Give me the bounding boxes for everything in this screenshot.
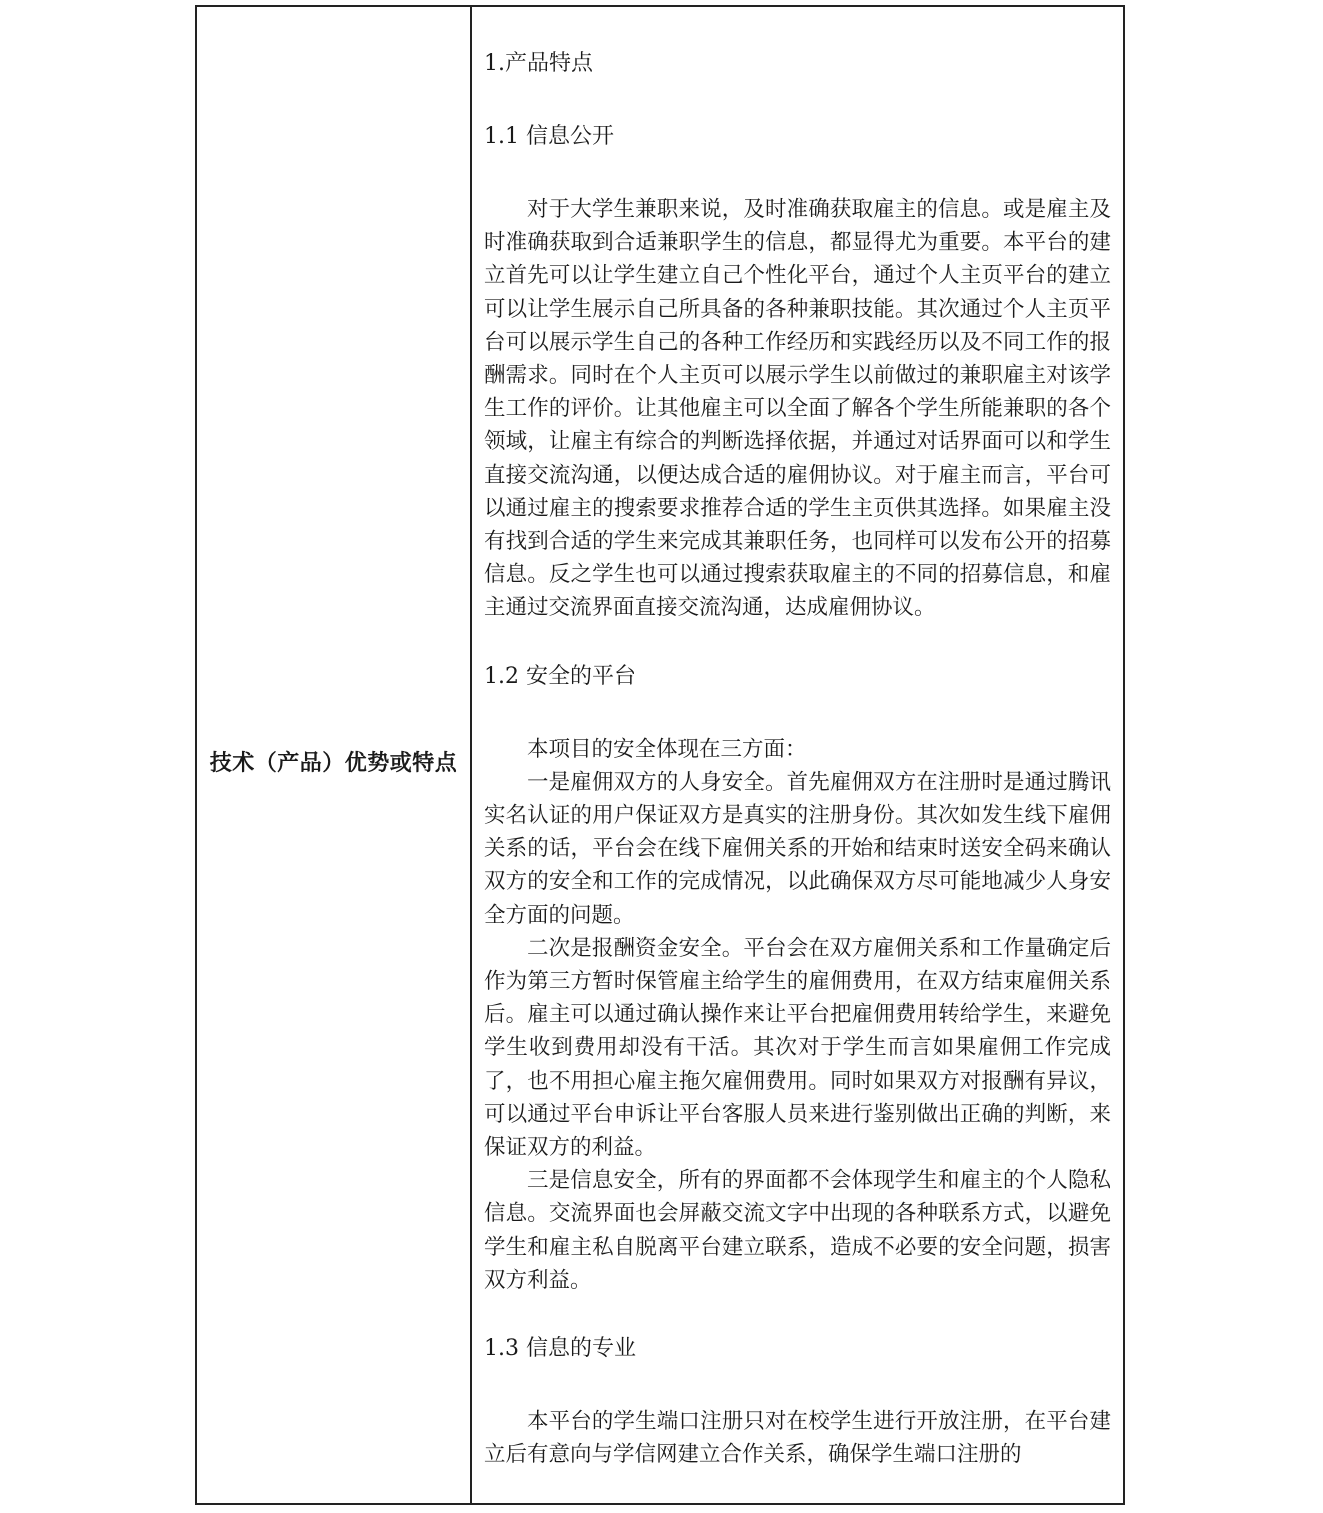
paragraph: 本项目的安全体现在三方面：	[527, 736, 807, 762]
paragraph: 一是雇佣双方的人身安全。首先雇佣双方在注册时是通过腾讯实名认证的用户保证双方是真实的注册身份。其次如发生线下雇佣关系的话，平台会在线下雇佣关系的开始和结束时送安全码来确认双方的安全和工作的完成情况，以此确保双方尽可能地减少人身安全方面的问题。	[484, 769, 1111, 928]
section-1-2-body	[484, 733, 1111, 1297]
paragraph: 三是信息安全，所有的界面都不会体现学生和雇主的个人隐私信息。交流界面也会屏蔽交流文字中出现的各种联系方式，以避免学生和雇主私自脱离平台建立联系，造成不必要的安全问题，损害双方利益。	[484, 1168, 1111, 1293]
section-heading-1-3: 1.3 信息的专业	[484, 1336, 636, 1362]
paragraph: 二次是报酬资金安全。平台会在双方雇佣关系和工作量确定后作为第三方暂时保管雇主给学生的雇佣费用，在双方结束雇佣关系后。雇主可以通过确认操作来让平台把雇佣费用转给学生，来避免学生收到费用却没有干活。其次对于学生而言如果雇佣工作完成了，也不用担心雇主拖欠雇佣费用。同时如果双方对报酬有异议，可以通过平台申诉让平台客服人员来进行鉴别做出正确的判断，来保证双方的利益。	[484, 935, 1111, 1161]
table-content-cell	[472, 7, 1123, 1503]
section-1-1-body	[484, 193, 1111, 625]
feature-table	[195, 5, 1125, 1505]
section-heading-1-1: 1.1 信息公开	[484, 124, 614, 149]
section-heading-1-2: 1.2 安全的平台	[484, 663, 636, 689]
table-label-cell	[197, 7, 472, 1503]
section-1-3-body	[484, 1405, 1111, 1471]
row-label: 技术（产品）优势或特点	[209, 750, 458, 776]
paragraph: 对于大学生兼职来说，及时准确获取雇主的信息。或是雇主及时准确获取到合适兼职学生的信息，都显得尤为重要。本平台的建立首先可以让学生建立自己个性化平台，通过个人主页平台的建立可以让学生展示自己所具备的各种兼职技能。其次通过个人主页平台可以展示学生自己的各种工作经历和实践经历以及不同工作的报酬需求。同时在个人主页可以展示学生以前做过的兼职雇主对该学生工作的评价。让其他雇主可以全面了解各个学生所能兼职的各个领域，让雇主有综合的判断选择依据，并通过对话界面可以和学生直接交流沟通，以便达成合适的雇佣协议。对于雇主而言，平台可以通过雇主的搜索要求推荐合适的学生主页供其选择。如果雇主没有找到合适的学生来完成其兼职任务，也同样可以发布公开的招募信息。反之学生也可以通过搜索获取雇主的不同的招募信息，和雇主通过交流界面直接交流沟通，达成雇佣协议。	[484, 197, 1111, 621]
paragraph: 本平台的学生端口注册只对在校学生进行开放注册，在平台建立后有意向与学信网建立合作关系，确保学生端口注册的	[484, 1409, 1111, 1468]
section-heading-main: 1.产品特点	[484, 51, 593, 76]
